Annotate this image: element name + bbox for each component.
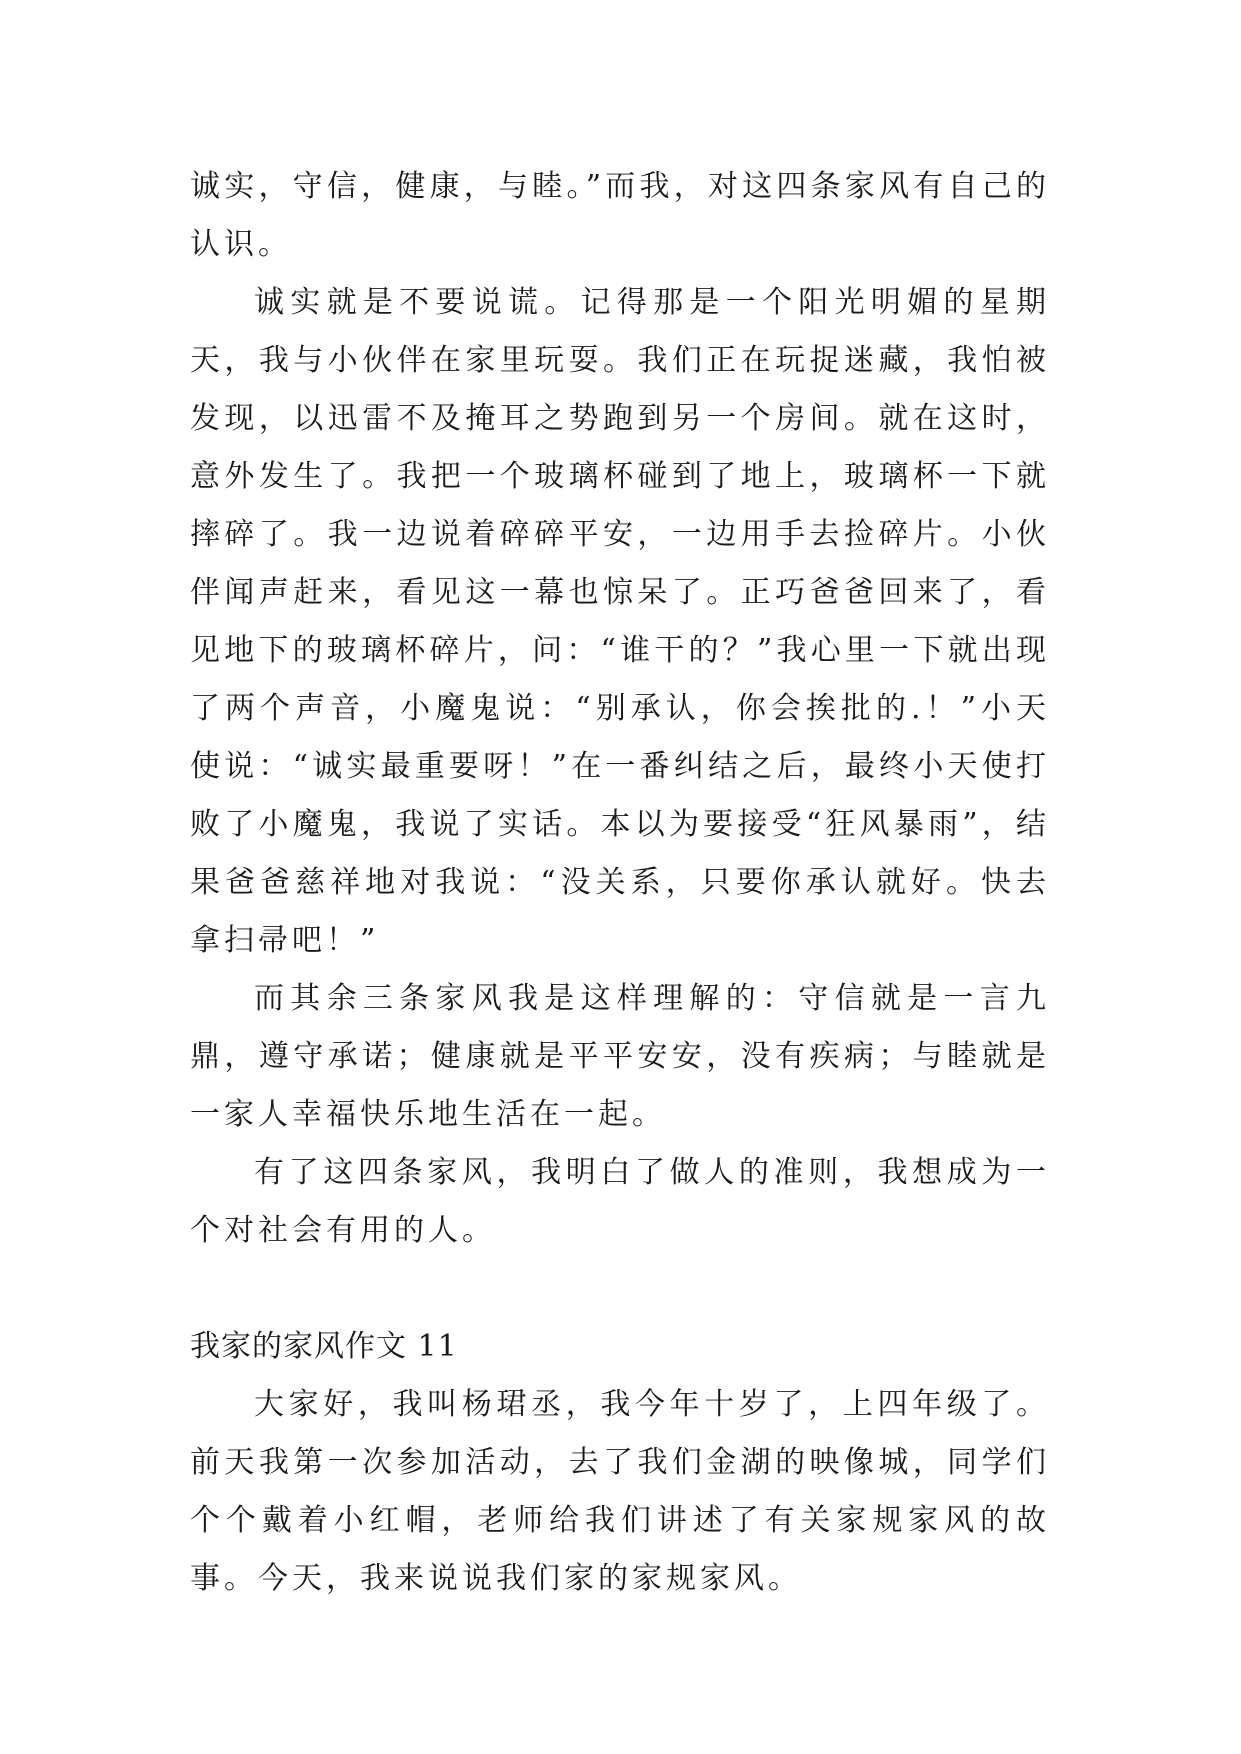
paragraph-other-values: 而其余三条家风我是这样理解的：守信就是一言九鼎，遵守承诺；健康就是平平安安，没有疾病；与睦就是一家人幸福快乐地生活在一起。 [190, 981, 1050, 1132]
section-title: 我家的家风作文 11 [190, 1329, 458, 1364]
paragraph-honesty-story: 诚实就是不要说谎。记得那是一个阳光明媚的星期天，我与小伙伴在家里玩耍。我们正在玩捉迷藏，我怕被发现，以迅雷不及掩耳之势跑到另一个房间。就在这时，意外发生了。我把一个玻璃杯碰到了地上，玻璃杯一下就摔碎了。我一边说着碎碎平安，一边用手去捡碎片。小伙伴闻声赶来，看见这一幕也惊呆了。正巧爸爸回来了，看见地下的玻璃杯碎片，问：“谁干的？”我心里一下就出现了两个声音，小魔鬼说：“别承认，你会挨批的.！”小天使说：“诚实最重要呀！”在一番纠结之后，最终小天使打败了小魔鬼，我说了实话。本以为要接受“狂风暴雨”，结果爸爸慈祥地对我说：“没关系，只要你承认就好。快去拿扫帚吧！” [190, 285, 1050, 958]
paragraph-introduction: 大家好，我叫杨珺丞，我今年十岁了，上四年级了。前天我第一次参加活动，去了我们金湖的映像城，同学们个个戴着小红帽，老师给我们讲述了有关家规家风的故事。今天，我来说说我们家的家规家风。 [190, 1387, 1050, 1596]
section-spacer [190, 1260, 1050, 1318]
document-body [190, 158, 1050, 1608]
paragraph-conclusion: 有了这四条家风，我明白了做人的准则，我想成为一个对社会有用的人。 [190, 1155, 1050, 1248]
paragraph-continued: 诚实，守信，健康，与睦。”而我，对这四条家风有自己的认识。 [190, 169, 1050, 262]
